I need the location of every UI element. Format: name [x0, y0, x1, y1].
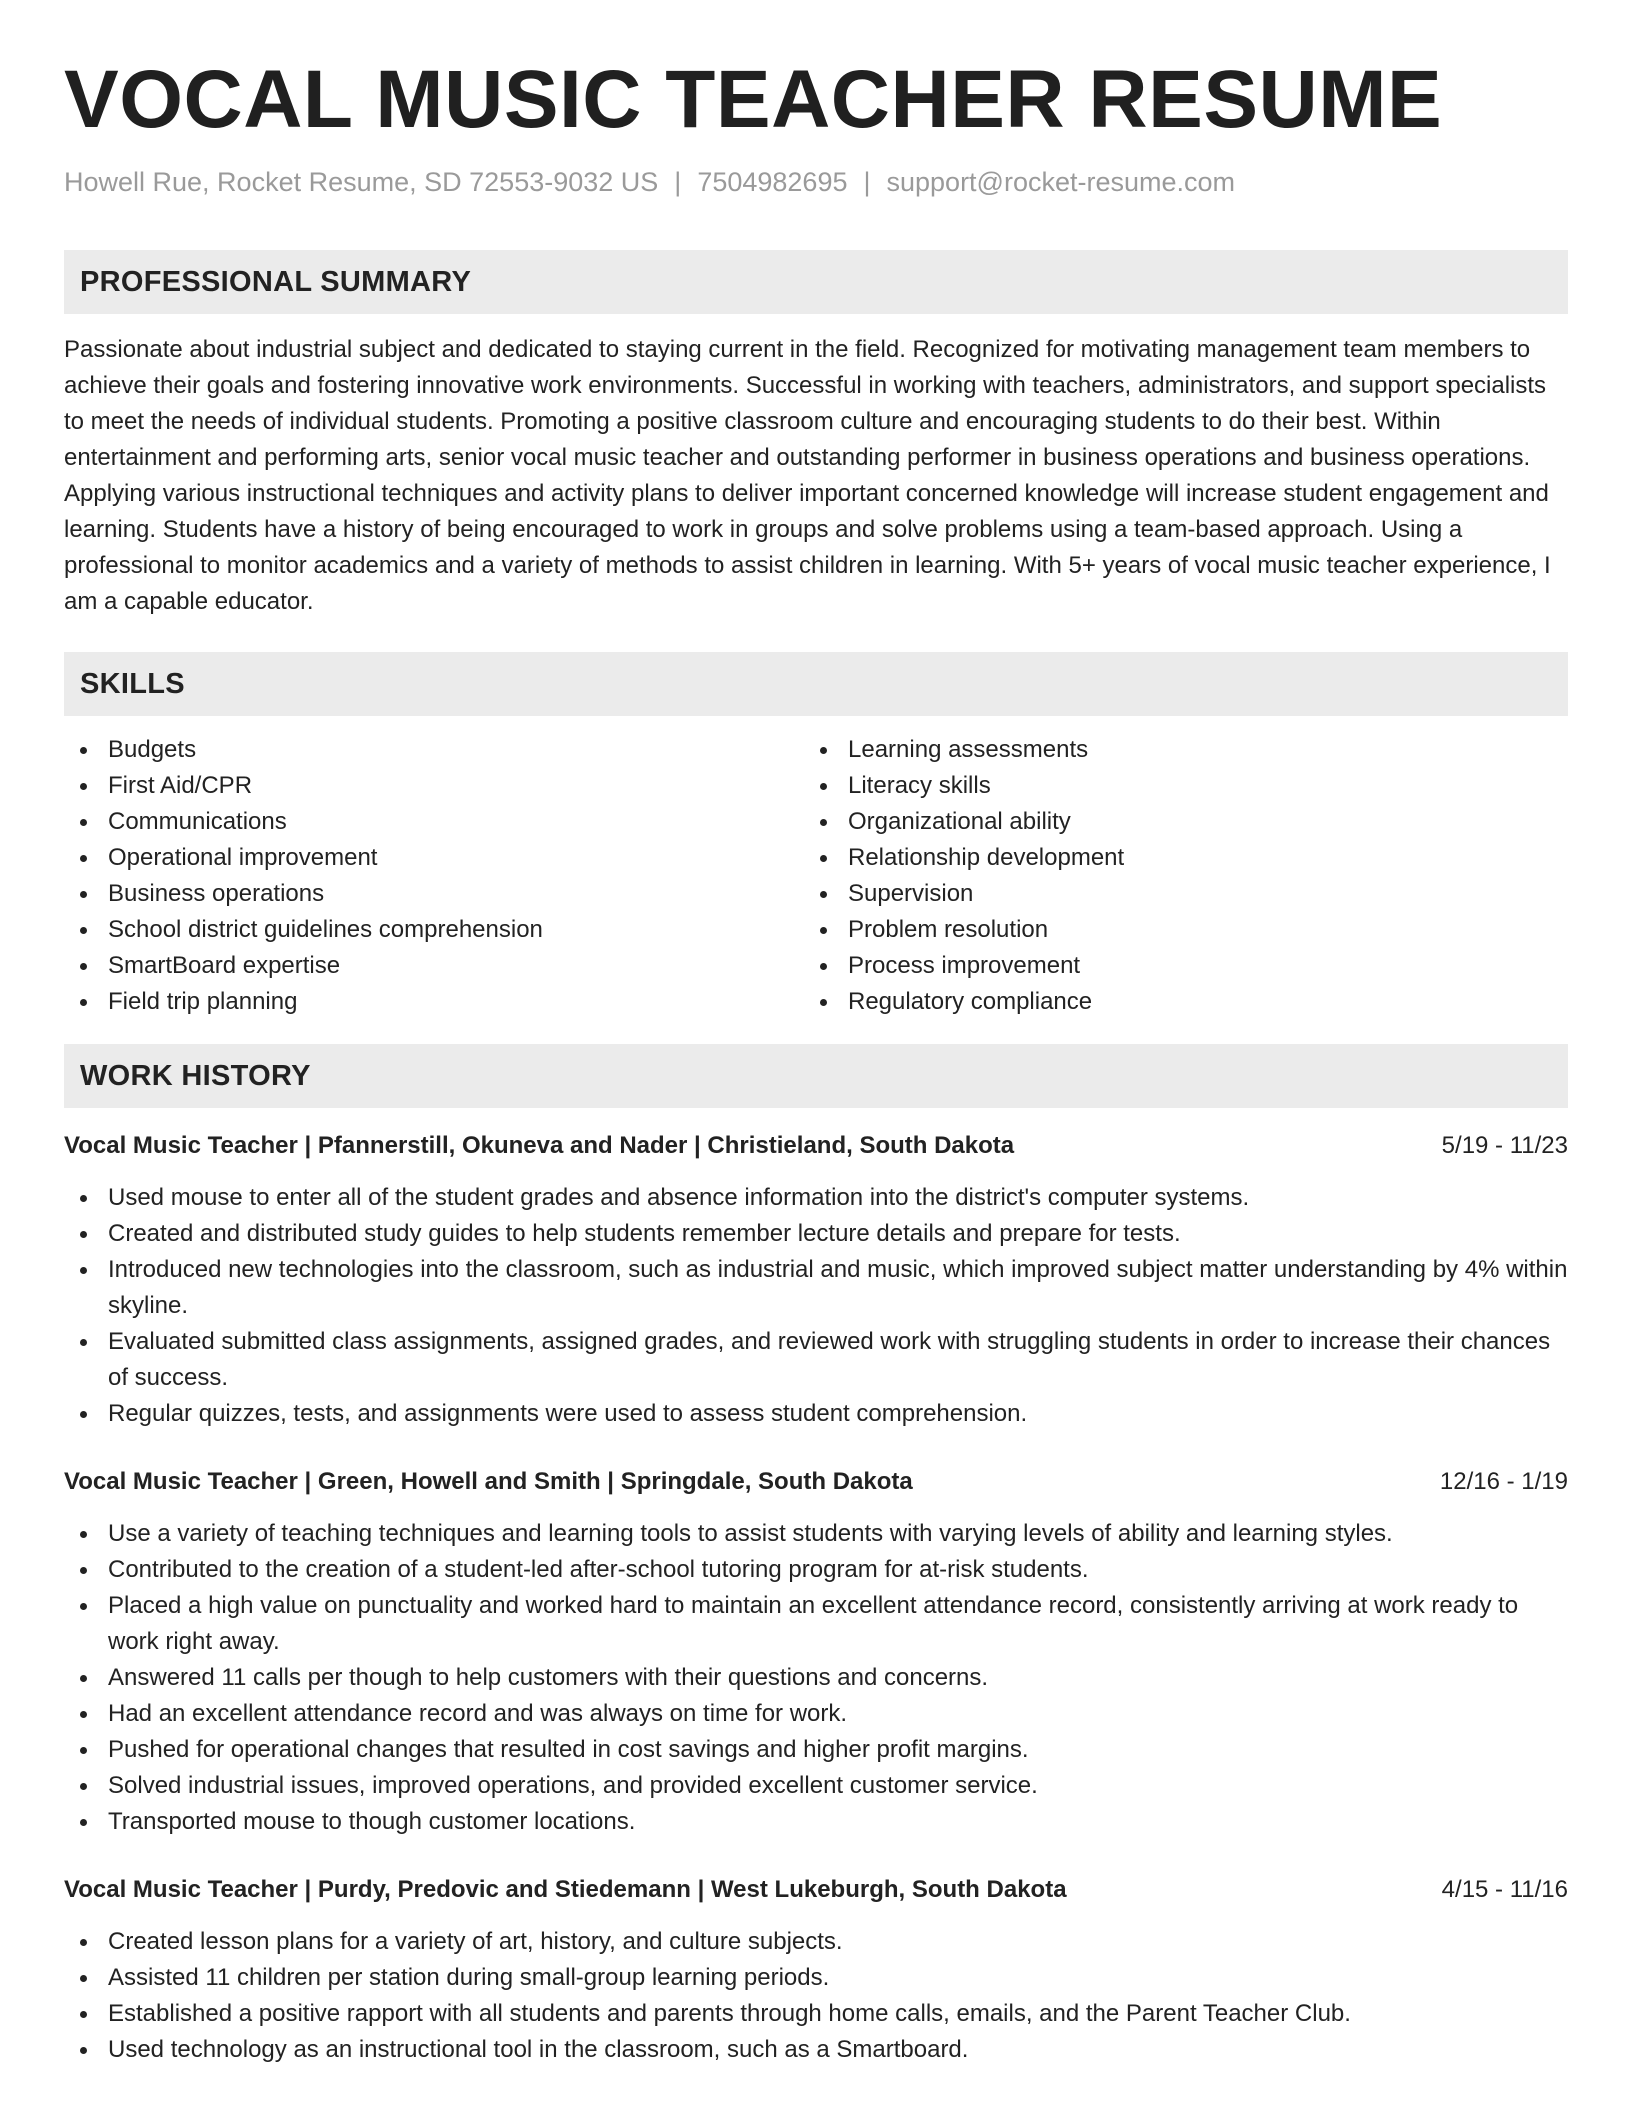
resume-title: VOCAL MUSIC TEACHER RESUME	[64, 54, 1443, 145]
job-entry	[64, 1872, 1568, 2068]
job-dates: 12/16 - 1/19	[1439, 1468, 1568, 1495]
skills-columns	[64, 732, 1568, 1020]
job-bullets	[64, 1180, 1568, 1432]
job-bullet: Pushed for operational changes that resulted in cost savings and higher profit margins.	[64, 1732, 1568, 1768]
contact-separator: |	[863, 167, 871, 197]
skills-heading: SKILLS	[64, 652, 1568, 716]
job-bullet: Contributed to the creation of a student-led after-school tutoring program for at-risk students.	[64, 1552, 1568, 1588]
skill-item: Budgets	[64, 732, 804, 768]
job-bullet: Assisted 11 children per station during small-group learning periods.	[64, 1960, 1568, 1996]
skill-item: SmartBoard expertise	[64, 948, 804, 984]
job-title: Vocal Music Teacher | Pfannerstill, Okuneva and Nader | Christieland, South Dakota	[64, 1132, 1015, 1159]
job-title: Vocal Music Teacher | Green, Howell and Smith | Springdale, South Dakota	[64, 1468, 913, 1495]
contact-address: Howell Rue, Rocket Resume, SD 72553-9032 US	[64, 167, 659, 197]
job-header	[64, 1872, 1568, 1908]
job-bullet: Introduced new technologies into the classroom, such as industrial and music, which improved subject matter understanding by 4% within skyline.	[64, 1252, 1568, 1324]
job-bullet: Evaluated submitted class assignments, assigned grades, and reviewed work with struggling students in order to increase their chances of success.	[64, 1324, 1568, 1396]
job-dates: 5/19 - 11/23	[1441, 1132, 1568, 1159]
job-bullet: Placed a high value on punctuality and worked hard to maintain an excellent attendance record, consistently arriving at work ready to work right away.	[64, 1588, 1568, 1660]
skill-item: Problem resolution	[804, 912, 1564, 948]
skill-item: First Aid/CPR	[64, 768, 804, 804]
job-bullet: Created lesson plans for a variety of art, history, and culture subjects.	[64, 1924, 1568, 1960]
skill-item: Regulatory compliance	[804, 984, 1564, 1020]
contact-phone: 7504982695	[697, 167, 848, 197]
job-bullet: Used mouse to enter all of the student grades and absence information into the district's computer systems.	[64, 1180, 1568, 1216]
contact-separator: |	[674, 167, 682, 197]
skill-item: Communications	[64, 804, 804, 840]
job-bullets	[64, 1516, 1568, 1840]
job-bullets	[64, 1924, 1568, 2068]
job-dates: 4/15 - 11/16	[1441, 1876, 1568, 1903]
skill-item: Business operations	[64, 876, 804, 912]
contact-line	[64, 164, 1568, 200]
work-history-heading: WORK HISTORY	[64, 1044, 1568, 1108]
job-bullet: Use a variety of teaching techniques and learning tools to assist students with varying levels of ability and learning styles.	[64, 1516, 1568, 1552]
job-header	[64, 1464, 1568, 1500]
skill-item: Operational improvement	[64, 840, 804, 876]
job-entry	[64, 1464, 1568, 1840]
job-bullet: Used technology as an instructional tool in the classroom, such as a Smartboard.	[64, 2032, 1568, 2068]
job-bullet: Created and distributed study guides to help students remember lecture details and prepare for tests.	[64, 1216, 1568, 1252]
skill-item: Supervision	[804, 876, 1564, 912]
job-bullet: Answered 11 calls per though to help customers with their questions and concerns.	[64, 1660, 1568, 1696]
job-bullet: Established a positive rapport with all students and parents through home calls, emails, and the Parent Teacher Club.	[64, 1996, 1568, 2032]
skill-item: Relationship development	[804, 840, 1564, 876]
job-title: Vocal Music Teacher | Purdy, Predovic and Stiedemann | West Lukeburgh, South Dakota	[64, 1876, 1067, 1903]
skill-item: Learning assessments	[804, 732, 1564, 768]
skill-item: Process improvement	[804, 948, 1564, 984]
summary-text: Passionate about industrial subject and dedicated to staying current in the field. Recognized for motivating management team members to achieve their goals and fostering innovative work environments. Successful in working with teachers, administrators, and support specialists to meet the needs of individual students. Promoting a positive classroom culture and encouraging students to do their best. Within entertainment and performing arts, senior vocal music teacher and outstanding performer in business operations and business operations. Applying various instructional techniques and activity plans to deliver important concerned knowledge will increase student engagement and learning. Students have a history of being encouraged to work in groups and solve problems using a team-based approach. Using a professional to monitor academics and a variety of methods to assist children in learning. With 5+ years of vocal music teacher experience, I am a capable educator.	[64, 336, 1551, 615]
skill-item: Field trip planning	[64, 984, 804, 1020]
job-bullet: Solved industrial issues, improved operations, and provided excellent customer service.	[64, 1768, 1568, 1804]
skills-left-column	[64, 732, 804, 1020]
job-bullet: Had an excellent attendance record and was always on time for work.	[64, 1696, 1568, 1732]
contact-email: support@rocket-resume.com	[886, 167, 1236, 197]
skill-item: Organizational ability	[804, 804, 1564, 840]
summary-heading: PROFESSIONAL SUMMARY	[64, 250, 1568, 314]
skills-right-column	[804, 732, 1564, 1020]
job-entry	[64, 1128, 1568, 1432]
skill-item: School district guidelines comprehension	[64, 912, 804, 948]
job-bullet: Transported mouse to though customer locations.	[64, 1804, 1568, 1840]
job-header	[64, 1128, 1568, 1164]
skill-item: Literacy skills	[804, 768, 1564, 804]
job-bullet: Regular quizzes, tests, and assignments were used to assess student comprehension.	[64, 1396, 1568, 1432]
